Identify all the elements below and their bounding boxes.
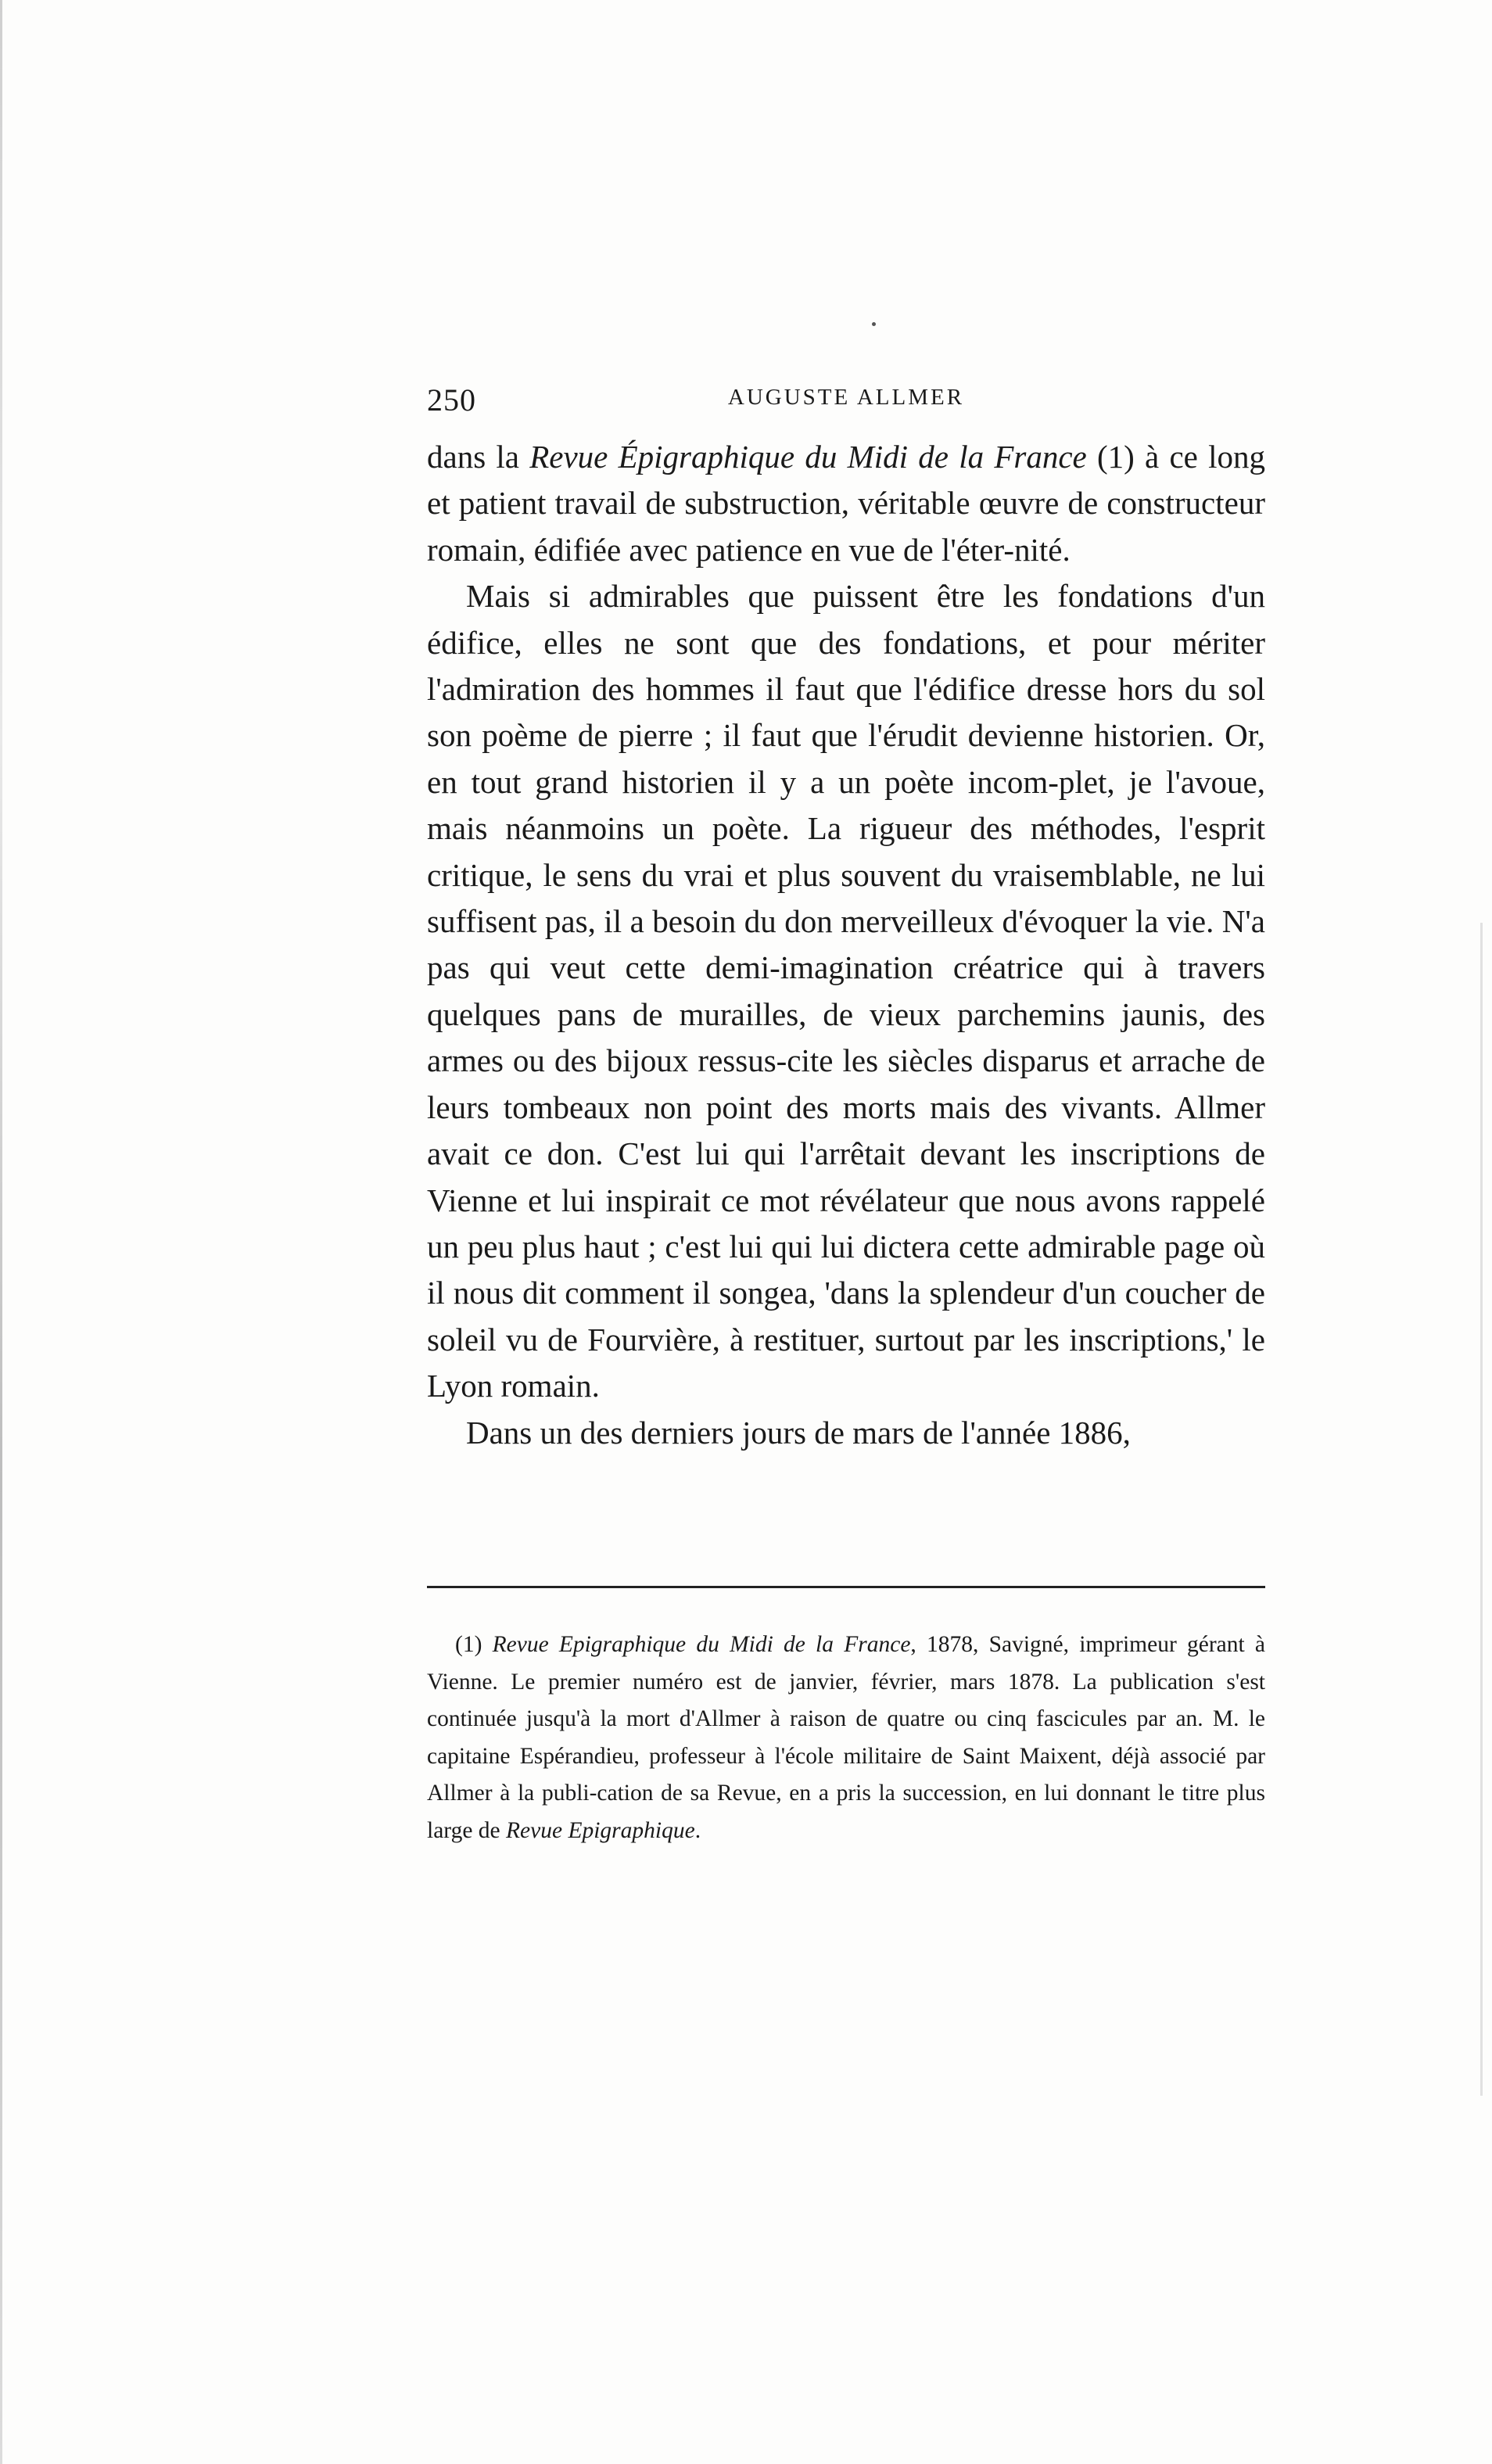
- paragraph-1-after: (1) à ce long et patient travail de substruction, véritable œuvre de constructeur romain, édifiée avec patience en vue de l'éter-nité.: [427, 439, 1265, 568]
- paragraph-continuation: [427, 434, 1265, 573]
- scan-edge-right: [1480, 923, 1483, 2096]
- page-number: 250: [427, 382, 476, 418]
- running-head: [427, 382, 1265, 421]
- journal-title: Revue Épigraphique du Midi de la France: [529, 439, 1087, 475]
- body-text: [427, 434, 1265, 1456]
- footnote-end: .: [694, 1817, 701, 1843]
- scan-edge-left: [0, 0, 2, 2464]
- footnote-journal-title: Revue Epigraphique du Midi de la France: [492, 1632, 911, 1657]
- footnote-text: , 1878, Savigné, imprimeur gérant à Vienne. Le premier numéro est de janvier, février, mars 1878. La publication s'est continuée jusqu'à la mort d'Allmer à raison de quatre ou cinq fascicules par an. M. le capitaine Espérandieu, professeur à l'école militaire de Saint Maixent, déjà associé par Allmer à la publi-cation de sa Revue, en a pris la succession, en lui donnant le titre plus large de: [427, 1632, 1265, 1843]
- paragraph-1-before: dans la: [427, 439, 530, 475]
- footnote: [427, 1627, 1265, 1849]
- footnote-journal-title-short: Revue Epigraphique: [506, 1817, 695, 1843]
- paragraph-2: Mais si admirables que puissent être les fondations d'un édifice, elles ne sont que des fondations, et pour mériter l'admiration des hommes il faut que l'édifice dresse hors du sol son poème de pierre ; il faut que l'érudit devienne historien. Or, en tout grand historien il y a un poète incom-plet, je l'avoue, mais néanmoins un poète. La rigueur des méthodes, l'esprit critique, le sens du vrai et plus souvent du vraisemblable, ne lui suffisent pas, il a besoin du don merveilleux d'évoquer la vie. N'a pas qui veut cette demi-imagination créatrice qui à travers quelques pans de murailles, de vieux parchemins jaunis, des armes ou des bijoux ressus-cite les siècles disparus et arrache de leurs tombeaux non point des morts mais des vivants. Allmer avait ce don. C'est lui qui l'arrêtait devant les inscriptions de Vienne et lui inspirait ce mot révélateur que nous avons rappelé un peu plus haut ; c'est lui qui lui dictera cette admirable page où il nous dit comment il songea, 'dans la splendeur d'un coucher de soleil vu de Fourvière, à restituer, surtout par les inscriptions,' le Lyon romain.: [427, 578, 1265, 1404]
- running-title: AUGUSTE ALLMER: [727, 385, 965, 410]
- footnote-separator: [427, 1586, 1265, 1588]
- paragraph-3: Dans un des derniers jours de mars de l'année 1886,: [466, 1414, 1131, 1451]
- footnote-marker: (1): [455, 1632, 493, 1657]
- scan-speck: [872, 322, 876, 326]
